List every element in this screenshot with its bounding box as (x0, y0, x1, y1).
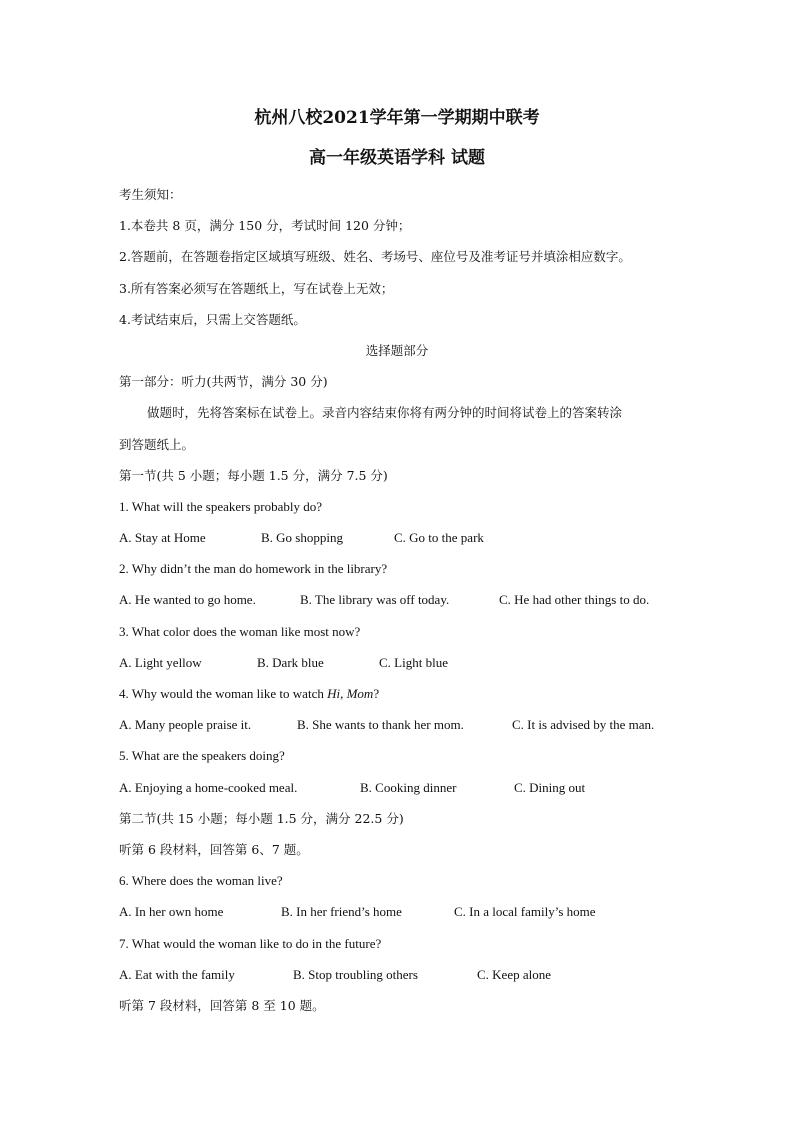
notice-heading: 考生须知： (119, 187, 182, 202)
q7-option-a: A. Eat with the family (119, 967, 235, 982)
q1-option-c: C. Go to the park (394, 530, 484, 545)
question-4-movie-title: Hi, Mom (327, 686, 374, 701)
question-4-end: ? (373, 686, 380, 701)
section-title: 选择题部分 (365, 343, 429, 358)
question-1: 1. What will the speakers probably do? (119, 499, 323, 514)
q4-option-a: A. Many people praise it. (119, 717, 252, 732)
q7-option-c: C. Keep alone (477, 967, 552, 982)
exam-subtitle: 高一年级英语学科 试题 (309, 148, 485, 168)
q5-option-a: A. Enjoying a home-cooked meal. (119, 780, 298, 795)
question-4-text: 4. Why would the woman like to watch (119, 686, 328, 701)
notice-item-1: 1.本卷共 8 页，满分 150 分，考试时间 120 分钟； (119, 218, 411, 233)
q1-option-b: B. Go shopping (261, 530, 343, 545)
q7-option-b: B. Stop troubling others (293, 967, 418, 982)
part1-instruction-line2: 到答题纸上。 (119, 437, 195, 452)
q6-option-b: B. In her friend’s home (281, 904, 402, 919)
notice-item-3: 3.所有答案必须写在答题纸上，写在试卷上无效； (119, 281, 394, 296)
question-4 (119, 686, 379, 702)
exam-title: 杭州八校2021学年第一学期期中联考 (254, 108, 540, 128)
question-3: 3. What color does the woman like most now? (119, 624, 361, 639)
q3-option-b: B. Dark blue (257, 655, 324, 670)
part1-heading: 第一部分：听力(共两节，满分 30 分) (119, 374, 328, 389)
q5-option-b: B. Cooking dinner (360, 780, 457, 795)
q2-option-c: C. He had other things to do. (499, 592, 650, 607)
notice-item-2: 2.答题前，在答题卷指定区域填写班级、姓名、考场号、座位号及准考证号并填涂相应数字。 (119, 249, 631, 264)
q3-option-c: C. Light blue (379, 655, 448, 670)
question-7: 7. What would the woman like to do in the future? (119, 936, 382, 951)
question-6: 6. Where does the woman live? (119, 873, 283, 888)
section2-heading: 第二节(共 15 小题；每小题 1.5 分，满分 22.5 分) (119, 811, 404, 826)
section1-heading: 第一节(共 5 小题；每小题 1.5 分，满分 7.5 分) (119, 468, 388, 483)
q6-option-a: A. In her own home (119, 904, 224, 919)
q6-option-c: C. In a local family’s home (454, 904, 596, 919)
q2-option-b: B. The library was off today. (300, 592, 450, 607)
q3-option-a: A. Light yellow (119, 655, 202, 670)
q2-option-a: A. He wanted to go home. (119, 592, 256, 607)
passage-6-instruction: 听第 6 段材料，回答第 6、7 题。 (119, 842, 309, 857)
q5-option-c: C. Dining out (514, 780, 586, 795)
question-5: 5. What are the speakers doing? (119, 748, 285, 763)
notice-item-4: 4.考试结束后，只需上交答题纸。 (119, 312, 306, 327)
q1-option-a: A. Stay at Home (119, 530, 206, 545)
part1-instruction-line1: 做题时，先将答案标在试卷上。录音内容结束你将有两分钟的时间将试卷上的答案转涂 (147, 405, 623, 420)
question-2: 2. Why didn’t the man do homework in the library? (119, 561, 388, 576)
q4-option-c: C. It is advised by the man. (512, 717, 655, 732)
q4-option-b: B. She wants to thank her mom. (297, 717, 464, 732)
passage-7-instruction: 听第 7 段材料，回答第 8 至 10 题。 (119, 998, 325, 1013)
